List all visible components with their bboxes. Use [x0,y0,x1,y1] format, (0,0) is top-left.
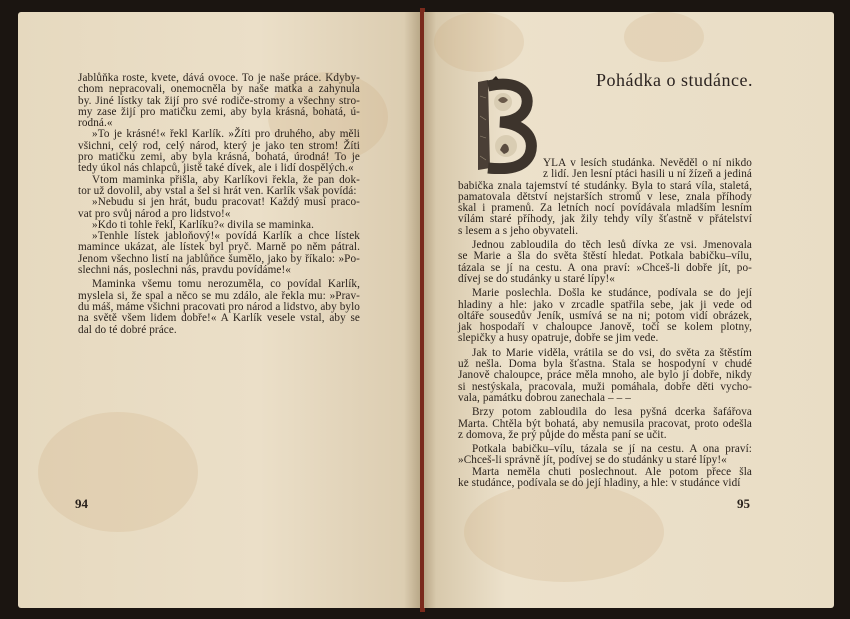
text-line: »Nebudu si jen hrát, budu pracovat! Každý musí praco- [92,196,360,209]
chapter-title: Pohádka o studánce. [596,70,753,90]
text-line: vala, památku dobrou zanechala – – – [458,391,631,404]
text-line: ke studánce, podívala se do její hladiny, a hle: v studánce vidí [458,477,741,490]
text-line: Marta neměla chuti poslechnout. Ale potom přece šla [472,465,752,478]
text-line: Marta. Chtěla být bohatá, aby nemusila pracovat, proto odešla [458,417,752,430]
right-page-body [458,158,752,489]
text-line: pamatovala dětství nejstarších stromů v lese, znala příhody [458,190,752,203]
text-line: Jablůňka roste, kvete, dává ovoce. To je naše práce. Kdyby- [78,72,360,84]
text-line: všichni, celý rod, celý národ, který je jako ten strom! Žíti [78,139,360,152]
text-line: hladiny a hle: jako v zrcadle spatřila sebe, jak ji vede od [458,298,752,311]
paragraph [458,467,752,490]
paragraph [458,240,752,285]
paragraph [78,279,360,335]
text-line: tedy úkol nás chlapců, jistě také dívek, ale i lidí dospělých.« [78,162,354,175]
paragraph [458,288,752,344]
text-line: Janově chaloupce, práce měla mnoho, ale bylo jí dobře, nikdy [458,369,752,382]
text-line: tor už dovolil, aby vstal a šel si hrát ven. Karlík však povídá: [78,184,357,197]
text-line: vílám staré příhody, jak žily tehdy víly šťastně v přátelství [458,213,752,226]
text-line: babička znala tajemství té studánky. Byla to stará víla, staletá, [458,179,752,192]
text-line: Potkala babičku–vílu, tázala se jí na cestu. A ona praví: [472,443,752,456]
paragraph [458,407,752,441]
paragraph [458,444,752,467]
text-line: Jednou zabloudila do těch lesů dívka ze vsi. Jmenovala [472,239,752,252]
paragraph [78,73,360,129]
text-line: »Chceš-li správně jít, podívej se do studánky u staré lípy!« [458,454,727,467]
text-line: »To je krásné!« řekl Karlík. »Žíti pro druhého, aby měli [92,128,360,141]
text-line: slepičky a husy opatruje, dobře se jim vede. [458,332,659,345]
text-line: pro matičku zemi, aby byla krásná, bohatá, úrodná! To je [78,151,360,164]
text-line: mamince ukázat, ale lístek byl pryč. Marně po něm pátral. [78,241,360,254]
text-line: s lesem a s jeho obyvateli. [458,224,579,237]
text-line: Marie poslechla. Došla ke studánce, podívala se do její [472,287,752,300]
text-line: na světě všem lidem dobře!« A Karlík vesele vstal, aby se [78,312,360,325]
text-line: my zase žijí pro matičku zemi, aby byla krásná, bohatá, ú- [78,105,360,118]
paragraph [78,197,360,220]
text-line: »Kdo ti tohle řekl, Karlíku?« divila se maminka. [92,218,314,231]
paragraph [458,348,752,404]
paragraph [78,129,360,174]
text-line: jak hospodaří v chaloupce Janově, točí se kolem plotny, [458,321,752,334]
page-number-left: 94 [75,496,88,511]
text-line: z domova, že prý půjde do města paní se učit. [458,428,667,441]
text-line: Maminka všemu tomu nerozuměla, co povídal Karlík, [92,278,360,291]
text-line: z lidí. Jen lesní ptáci hasili u ní žízeň a jediná [543,168,752,181]
text-line: se Marie a šla do světa štěstí hledat. Potkala babičku–vílu, [458,250,752,263]
text-line: Vtom maminka přišla, aby Karlíkovi řekla, že pan dok- [92,173,360,186]
page-number-right: 95 [737,496,750,511]
text-line: myslela si, že spal a něco se mu zdálo, ale řekla mu: »Prav- [78,289,360,302]
text-line: oltáře sousedův Jeník, usmívá se na ni; potom vidí obrázek, [458,309,752,322]
text-line: du máš, máme všichni pracovati pro národ a lidstvo, aby bylo [78,300,360,313]
text-line: by. Jiné lístky tak žijí pro své rodiče-stromy a všechny stro- [78,94,360,107]
text-line: chom nepracovali, onemocněla by naše matka a zahynula [78,83,360,96]
left-page-body [78,73,360,336]
text-line: už nešla. Doma byla šťastna. Stala se hospodyní v chudé [458,358,752,371]
text-line: vat pro svůj národ a pro lidstvo!« [78,207,231,220]
text-line: skal i pramenů. Za letních nocí povídávala mladším lesním [458,202,752,215]
text-line: Jenom všechno listí na jablůňce šumělo, jako by říkalo: »Po- [78,252,360,265]
text-line: Jak to Marie viděla, vrátila se do vsi, do světa za štěstím [472,346,752,359]
text-line: slechni nás, poslechni nás, pravdu povídáme!« [78,264,291,277]
text-line: dívej se do studánky u staré lípy!« [458,272,615,285]
text-line: rodná.« [78,117,113,130]
text-line: YLA v lesích studánka. Nevěděl o ní nikdo [543,157,752,169]
text-line: dal do té dobré práce. [78,323,177,336]
paragraph [458,158,752,237]
paragraph [78,231,360,276]
text-line: »Tenhle lístek jabloňový!« povídá Karlík a chce lístek [92,230,360,243]
text-line: si nestýskala, pracovala, muži pomáhala, dobře děti vycho- [458,380,752,393]
text-line: Brzy potom zabloudila do lesa pyšná dcerka šafářova [472,406,752,419]
text-line: tázala se jí na cestu. A ona praví: »Chceš-li dobře jít, po- [458,261,752,274]
paragraph [78,175,360,198]
